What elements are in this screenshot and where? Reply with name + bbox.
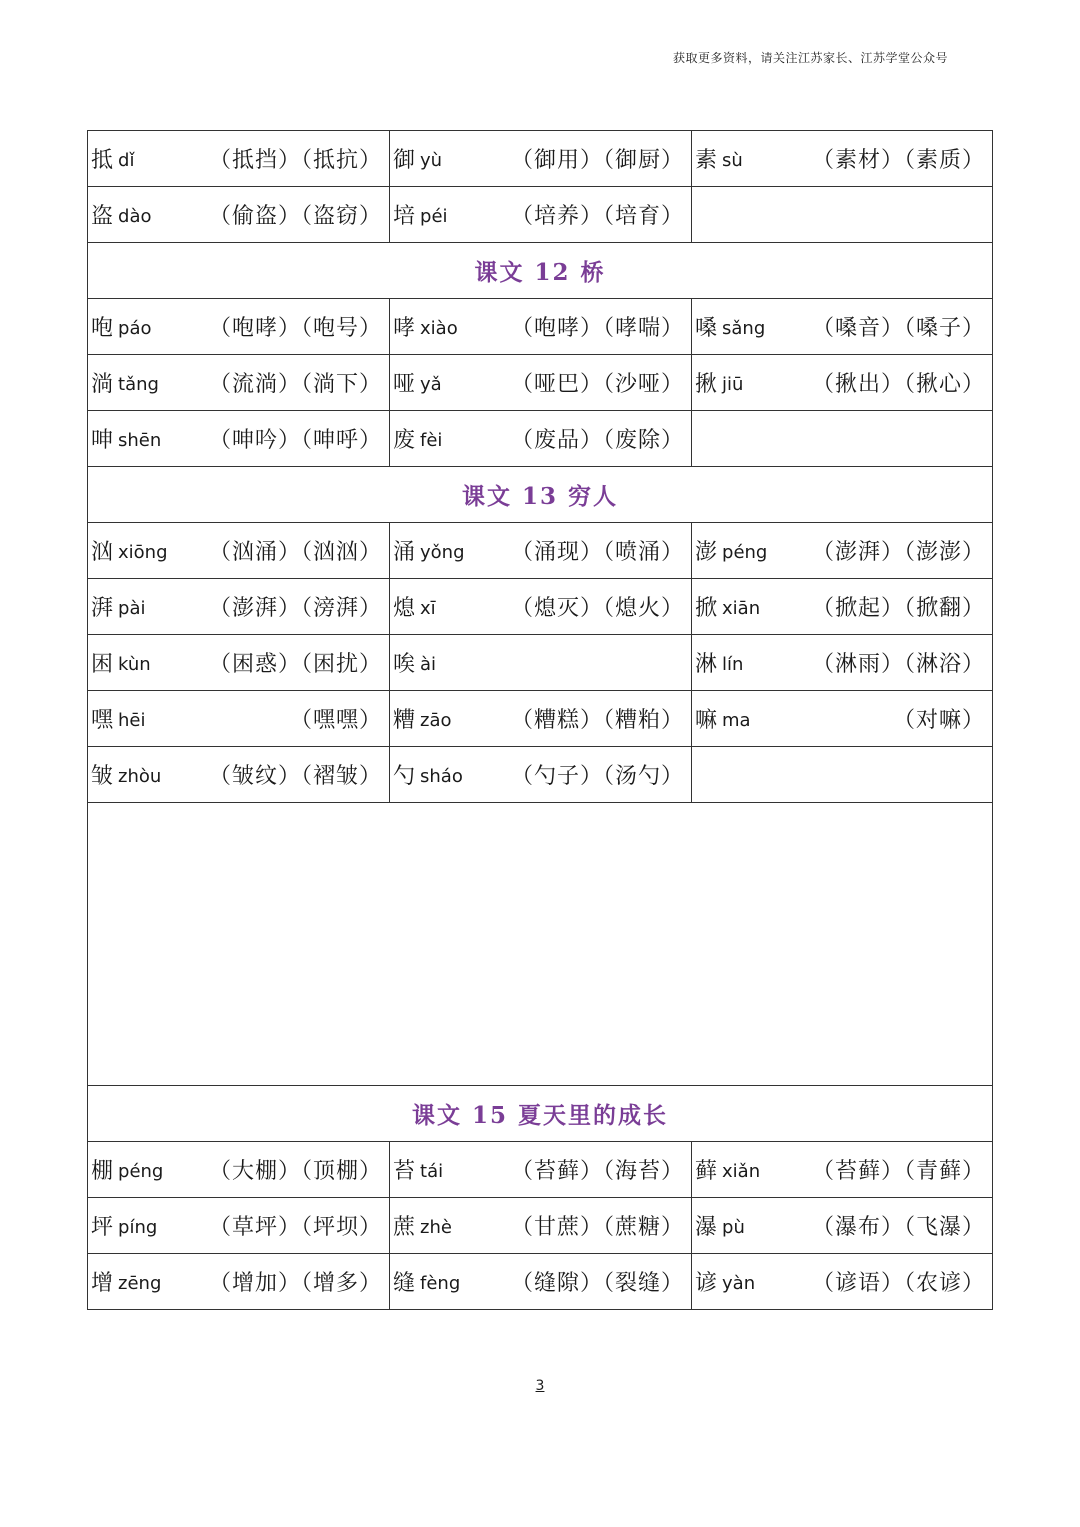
vocab-pinyin: lín [722, 654, 744, 675]
vocab-pinyin: ma [722, 710, 751, 731]
vocab-character: 嗓 [695, 316, 718, 341]
vocab-cell [692, 1198, 993, 1254]
vocab-cell [390, 1142, 692, 1198]
vocab-cell [692, 579, 993, 635]
vocab-character: 嘿 [91, 708, 114, 733]
vocab-character: 废 [393, 428, 416, 453]
vocab-cell [390, 411, 692, 467]
vocab-cell [88, 691, 390, 747]
vocab-character: 盗 [91, 204, 114, 229]
vocab-pinyin: tǎng [118, 374, 159, 395]
vocab-cell [88, 747, 390, 803]
vocab-character: 掀 [695, 596, 718, 621]
vocab-character: 糟 [393, 708, 416, 733]
vocab-pinyin: xiōng [118, 542, 168, 563]
vocab-character: 蔗 [393, 1215, 416, 1240]
vocab-character: 熄 [393, 596, 416, 621]
vocab-words: （呻吟）（呻呼） [208, 428, 382, 453]
vocab-pinyin: pài [118, 598, 146, 619]
vocab-words: （培养）（培育） [510, 204, 684, 229]
vocab-character: 坪 [91, 1215, 114, 1240]
section-title-lesson-12: 课文 12 桥 [474, 259, 606, 286]
vocab-pinyin: fèi [420, 430, 443, 451]
vocab-pinyin: sù [722, 150, 743, 171]
vocab-cell [692, 1142, 993, 1198]
vocab-words: （困惑）（困扰） [208, 652, 382, 677]
vocab-cell [390, 635, 692, 691]
vocab-character: 培 [393, 204, 416, 229]
vocab-pinyin: kùn [118, 654, 151, 675]
vocab-words: （掀起）（掀翻） [811, 596, 985, 621]
vocab-cell [88, 355, 390, 411]
table-row [88, 131, 993, 187]
header-note: 获取更多资料，请关注江苏家长、江苏学堂公众号 [672, 51, 948, 65]
blank-row [88, 803, 993, 1086]
vocab-cell [692, 299, 993, 355]
vocab-words: （哑巴）（沙哑） [510, 372, 684, 397]
table-row [88, 355, 993, 411]
vocab-cell [692, 131, 993, 187]
vocab-words: （苔藓）（海苔） [510, 1159, 684, 1184]
vocab-cell [390, 1198, 692, 1254]
vocab-cell [390, 523, 692, 579]
vocab-cell [88, 1254, 390, 1310]
vocab-words: （苔藓）（青藓） [811, 1159, 985, 1184]
vocab-pinyin: xiào [420, 318, 458, 339]
vocab-words: （谚语）（农谚） [811, 1271, 985, 1296]
vocab-cell [390, 187, 692, 243]
vocab-cell [88, 411, 390, 467]
vocab-cell [692, 355, 993, 411]
table-row [88, 635, 993, 691]
vocab-character: 抵 [91, 148, 114, 173]
vocab-cell [88, 187, 390, 243]
vocab-pinyin: zhòu [118, 766, 162, 787]
vocab-character: 嘛 [695, 708, 718, 733]
vocab-words: （澎湃）（澎澎） [811, 540, 985, 565]
vocab-cell [88, 299, 390, 355]
vocab-words: （瀑布）（飞瀑） [811, 1215, 985, 1240]
table-row [88, 1142, 993, 1198]
vocab-character: 咆 [91, 316, 114, 341]
table-row [88, 1254, 993, 1310]
vocabulary-table [87, 130, 993, 1310]
table-row [88, 299, 993, 355]
vocab-words: （咆哮）（哮喘） [510, 316, 684, 341]
vocab-cell [88, 579, 390, 635]
vocab-words: （素材）（素质） [811, 148, 985, 173]
vocab-cell [88, 131, 390, 187]
section-title-row [88, 467, 993, 523]
vocab-words: （皱纹）（褶皱） [208, 764, 382, 789]
vocab-character: 淌 [91, 372, 114, 397]
table-row [88, 187, 993, 243]
vocab-words: （大棚）（顶棚） [208, 1159, 382, 1184]
vocab-character: 澎 [695, 540, 718, 565]
vocab-words: （草坪）（坪坝） [208, 1215, 382, 1240]
section-title-row [88, 1086, 993, 1142]
vocab-pinyin: píng [118, 1217, 158, 1238]
vocab-cell [692, 747, 993, 803]
vocab-character: 苔 [393, 1159, 416, 1184]
vocab-pinyin: péng [722, 542, 768, 563]
vocab-pinyin: zāo [420, 710, 452, 731]
vocab-character: 棚 [91, 1159, 114, 1184]
vocab-words: （增加）（增多） [208, 1271, 382, 1296]
vocab-character: 涌 [393, 540, 416, 565]
vocab-words: （嗓音）（嗓子） [811, 316, 985, 341]
vocab-pinyin: sháo [420, 766, 463, 787]
vocab-pinyin: dào [118, 206, 152, 227]
vocab-pinyin: sǎng [722, 318, 766, 339]
vocab-words: （对嘛） [892, 708, 985, 733]
vocab-pinyin: yǎ [420, 374, 442, 395]
vocab-words: （甘蔗）（蔗糖） [510, 1215, 684, 1240]
vocab-words: （偷盗）（盗窃） [208, 204, 382, 229]
vocab-cell [390, 355, 692, 411]
vocab-cell [88, 635, 390, 691]
vocab-pinyin: dǐ [118, 150, 135, 171]
vocab-pinyin: xiǎn [722, 1161, 761, 1182]
section-title-lesson-15: 课文 15 夏天里的成长 [411, 1102, 669, 1129]
section-title-row [88, 243, 993, 299]
vocab-character: 哑 [393, 372, 416, 397]
section-title-lesson-13: 课文 13 穷人 [461, 483, 619, 510]
vocab-pinyin: xī [420, 598, 436, 619]
table-row [88, 747, 993, 803]
vocab-cell [692, 635, 993, 691]
vocab-words: （废品）（废除） [510, 428, 684, 453]
vocab-words: （御用）（御厨） [510, 148, 684, 173]
vocab-cell [390, 299, 692, 355]
vocab-words: （嘿嘿） [289, 708, 382, 733]
vocab-character: 瀑 [695, 1215, 718, 1240]
table-row [88, 523, 993, 579]
vocab-character: 勺 [393, 764, 416, 789]
vocab-character: 增 [91, 1271, 114, 1296]
vocab-character: 御 [393, 148, 416, 173]
vocab-words: （澎湃）（滂湃） [208, 596, 382, 621]
table-row [88, 579, 993, 635]
vocab-character: 哮 [393, 316, 416, 341]
vocab-pinyin: jiū [722, 374, 744, 395]
vocab-cell [88, 1198, 390, 1254]
vocab-words: （涌现）（喷涌） [510, 540, 684, 565]
vocab-pinyin: fèng [420, 1273, 461, 1294]
vocab-words: （糟糕）（糟粕） [510, 708, 684, 733]
vocab-cell [390, 131, 692, 187]
vocab-character: 淋 [695, 652, 718, 677]
vocab-character: 谚 [695, 1271, 718, 1296]
vocab-cell [692, 523, 993, 579]
vocab-pinyin: hēi [118, 710, 146, 731]
page-number: 3 [535, 1378, 545, 1394]
vocab-cell [390, 1254, 692, 1310]
vocab-pinyin: páo [118, 318, 152, 339]
vocab-pinyin: yǒng [420, 542, 465, 563]
vocab-pinyin: yàn [722, 1273, 756, 1294]
vocab-pinyin: péng [118, 1161, 164, 1182]
vocab-words: （淋雨）（淋浴） [811, 652, 985, 677]
vocab-words: （熄灭）（熄火） [510, 596, 684, 621]
vocab-words: （勺子）（汤勺） [510, 764, 684, 789]
vocab-pinyin: ài [420, 654, 437, 675]
vocab-cell [692, 187, 993, 243]
vocab-cell [390, 691, 692, 747]
vocab-pinyin: zēng [118, 1273, 162, 1294]
vocab-words: （揪出）（揪心） [811, 372, 985, 397]
vocab-character: 汹 [91, 540, 114, 565]
vocab-character: 唉 [393, 652, 416, 677]
vocab-pinyin: shēn [118, 430, 162, 451]
vocab-cell [692, 691, 993, 747]
vocab-character: 呻 [91, 428, 114, 453]
vocab-pinyin: yù [420, 150, 443, 171]
vocab-cell [390, 747, 692, 803]
vocab-character: 缝 [393, 1271, 416, 1296]
table-row [88, 691, 993, 747]
vocab-pinyin: péi [420, 206, 448, 227]
vocab-character: 困 [91, 652, 114, 677]
vocab-words: （抵挡）（抵抗） [208, 148, 382, 173]
vocab-character: 揪 [695, 372, 718, 397]
vocab-pinyin: xiān [722, 598, 761, 619]
vocab-character: 藓 [695, 1159, 718, 1184]
vocab-cell [88, 523, 390, 579]
vocab-character: 皱 [91, 764, 114, 789]
vocab-cell [88, 1142, 390, 1198]
vocab-words: （缝隙）（裂缝） [510, 1271, 684, 1296]
vocab-cell [692, 1254, 993, 1310]
vocab-pinyin: pù [722, 1217, 745, 1238]
vocab-cell [390, 579, 692, 635]
blank-cell [88, 803, 993, 1086]
vocab-words: （汹涌）（汹汹） [208, 540, 382, 565]
vocab-pinyin: zhè [420, 1217, 452, 1238]
vocab-character: 素 [695, 148, 718, 173]
vocab-words: （流淌）（淌下） [208, 372, 382, 397]
vocab-character: 湃 [91, 596, 114, 621]
table-row [88, 1198, 993, 1254]
table-row [88, 411, 993, 467]
vocab-words: （咆哮）（咆号） [208, 316, 382, 341]
vocab-cell [692, 411, 993, 467]
vocab-pinyin: tái [420, 1161, 444, 1182]
